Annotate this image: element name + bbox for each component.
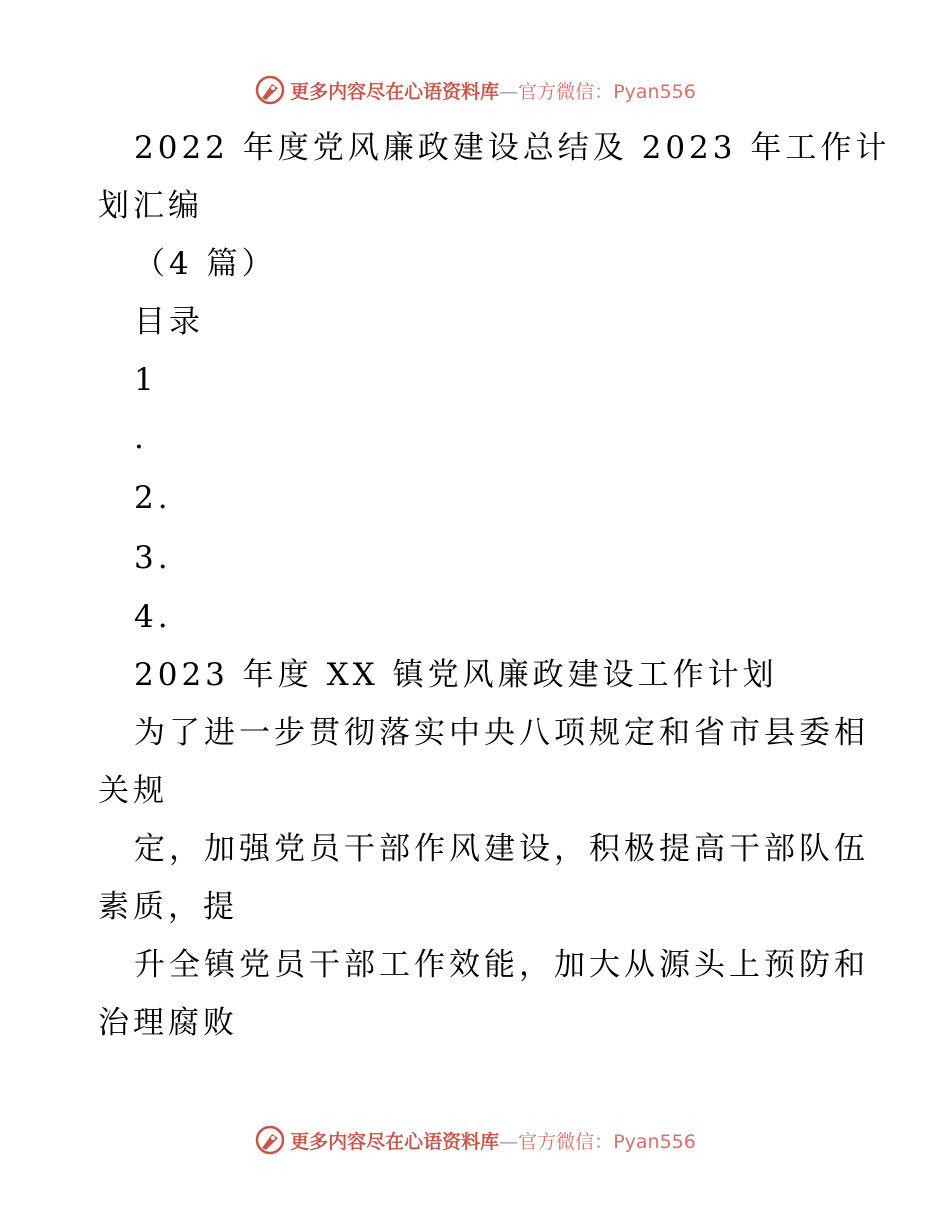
watermark-separator: — bbox=[499, 1130, 519, 1153]
watermark-brand: 更多内容尽在心语资料库 bbox=[290, 1130, 500, 1153]
toc-item-1-dot: . bbox=[134, 420, 148, 456]
paragraph-line-4: 素质，提 bbox=[98, 889, 238, 925]
toc-item-1-number: 1 bbox=[134, 362, 158, 398]
pen-nib-logo-icon bbox=[254, 74, 286, 106]
toc-item-3: 3. bbox=[134, 540, 172, 576]
section-heading: 2023 年度 XX 镇党风廉政建设工作计划 bbox=[134, 657, 778, 693]
paragraph-line-5: 升全镇党员干部工作效能，加大从源头上预防和 bbox=[134, 947, 869, 983]
watermark-wechat-id: Pyan556 bbox=[613, 80, 696, 103]
footer-watermark bbox=[0, 1120, 950, 1160]
watermark-separator: — bbox=[499, 80, 519, 103]
paragraph-line-6: 治理腐败 bbox=[98, 1005, 238, 1041]
doc-title-line-2: 划汇编 bbox=[98, 188, 203, 224]
watermark-label: 官方微信： bbox=[518, 1130, 614, 1153]
watermark-wechat-id: Pyan556 bbox=[613, 1130, 696, 1153]
pen-nib-logo-icon bbox=[254, 1124, 286, 1156]
paragraph-line-1: 为了进一步贯彻落实中央八项规定和省市县委相 bbox=[134, 715, 869, 751]
watermark-brand: 更多内容尽在心语资料库 bbox=[290, 80, 500, 103]
toc-item-4: 4. bbox=[134, 599, 172, 635]
doc-piece-count: （4 篇） bbox=[134, 246, 277, 282]
watermark-label: 官方微信： bbox=[518, 80, 614, 103]
paragraph-line-2: 关规 bbox=[98, 773, 168, 809]
paragraph-line-3: 定，加强党员干部作风建设，积极提高干部队伍 bbox=[134, 831, 869, 867]
header-watermark bbox=[0, 70, 950, 110]
doc-title-line-1: 2022 年度党风廉政建设总结及 2023 年工作计 bbox=[134, 130, 891, 166]
toc-heading: 目录 bbox=[134, 304, 204, 340]
toc-item-2: 2. bbox=[134, 480, 172, 516]
